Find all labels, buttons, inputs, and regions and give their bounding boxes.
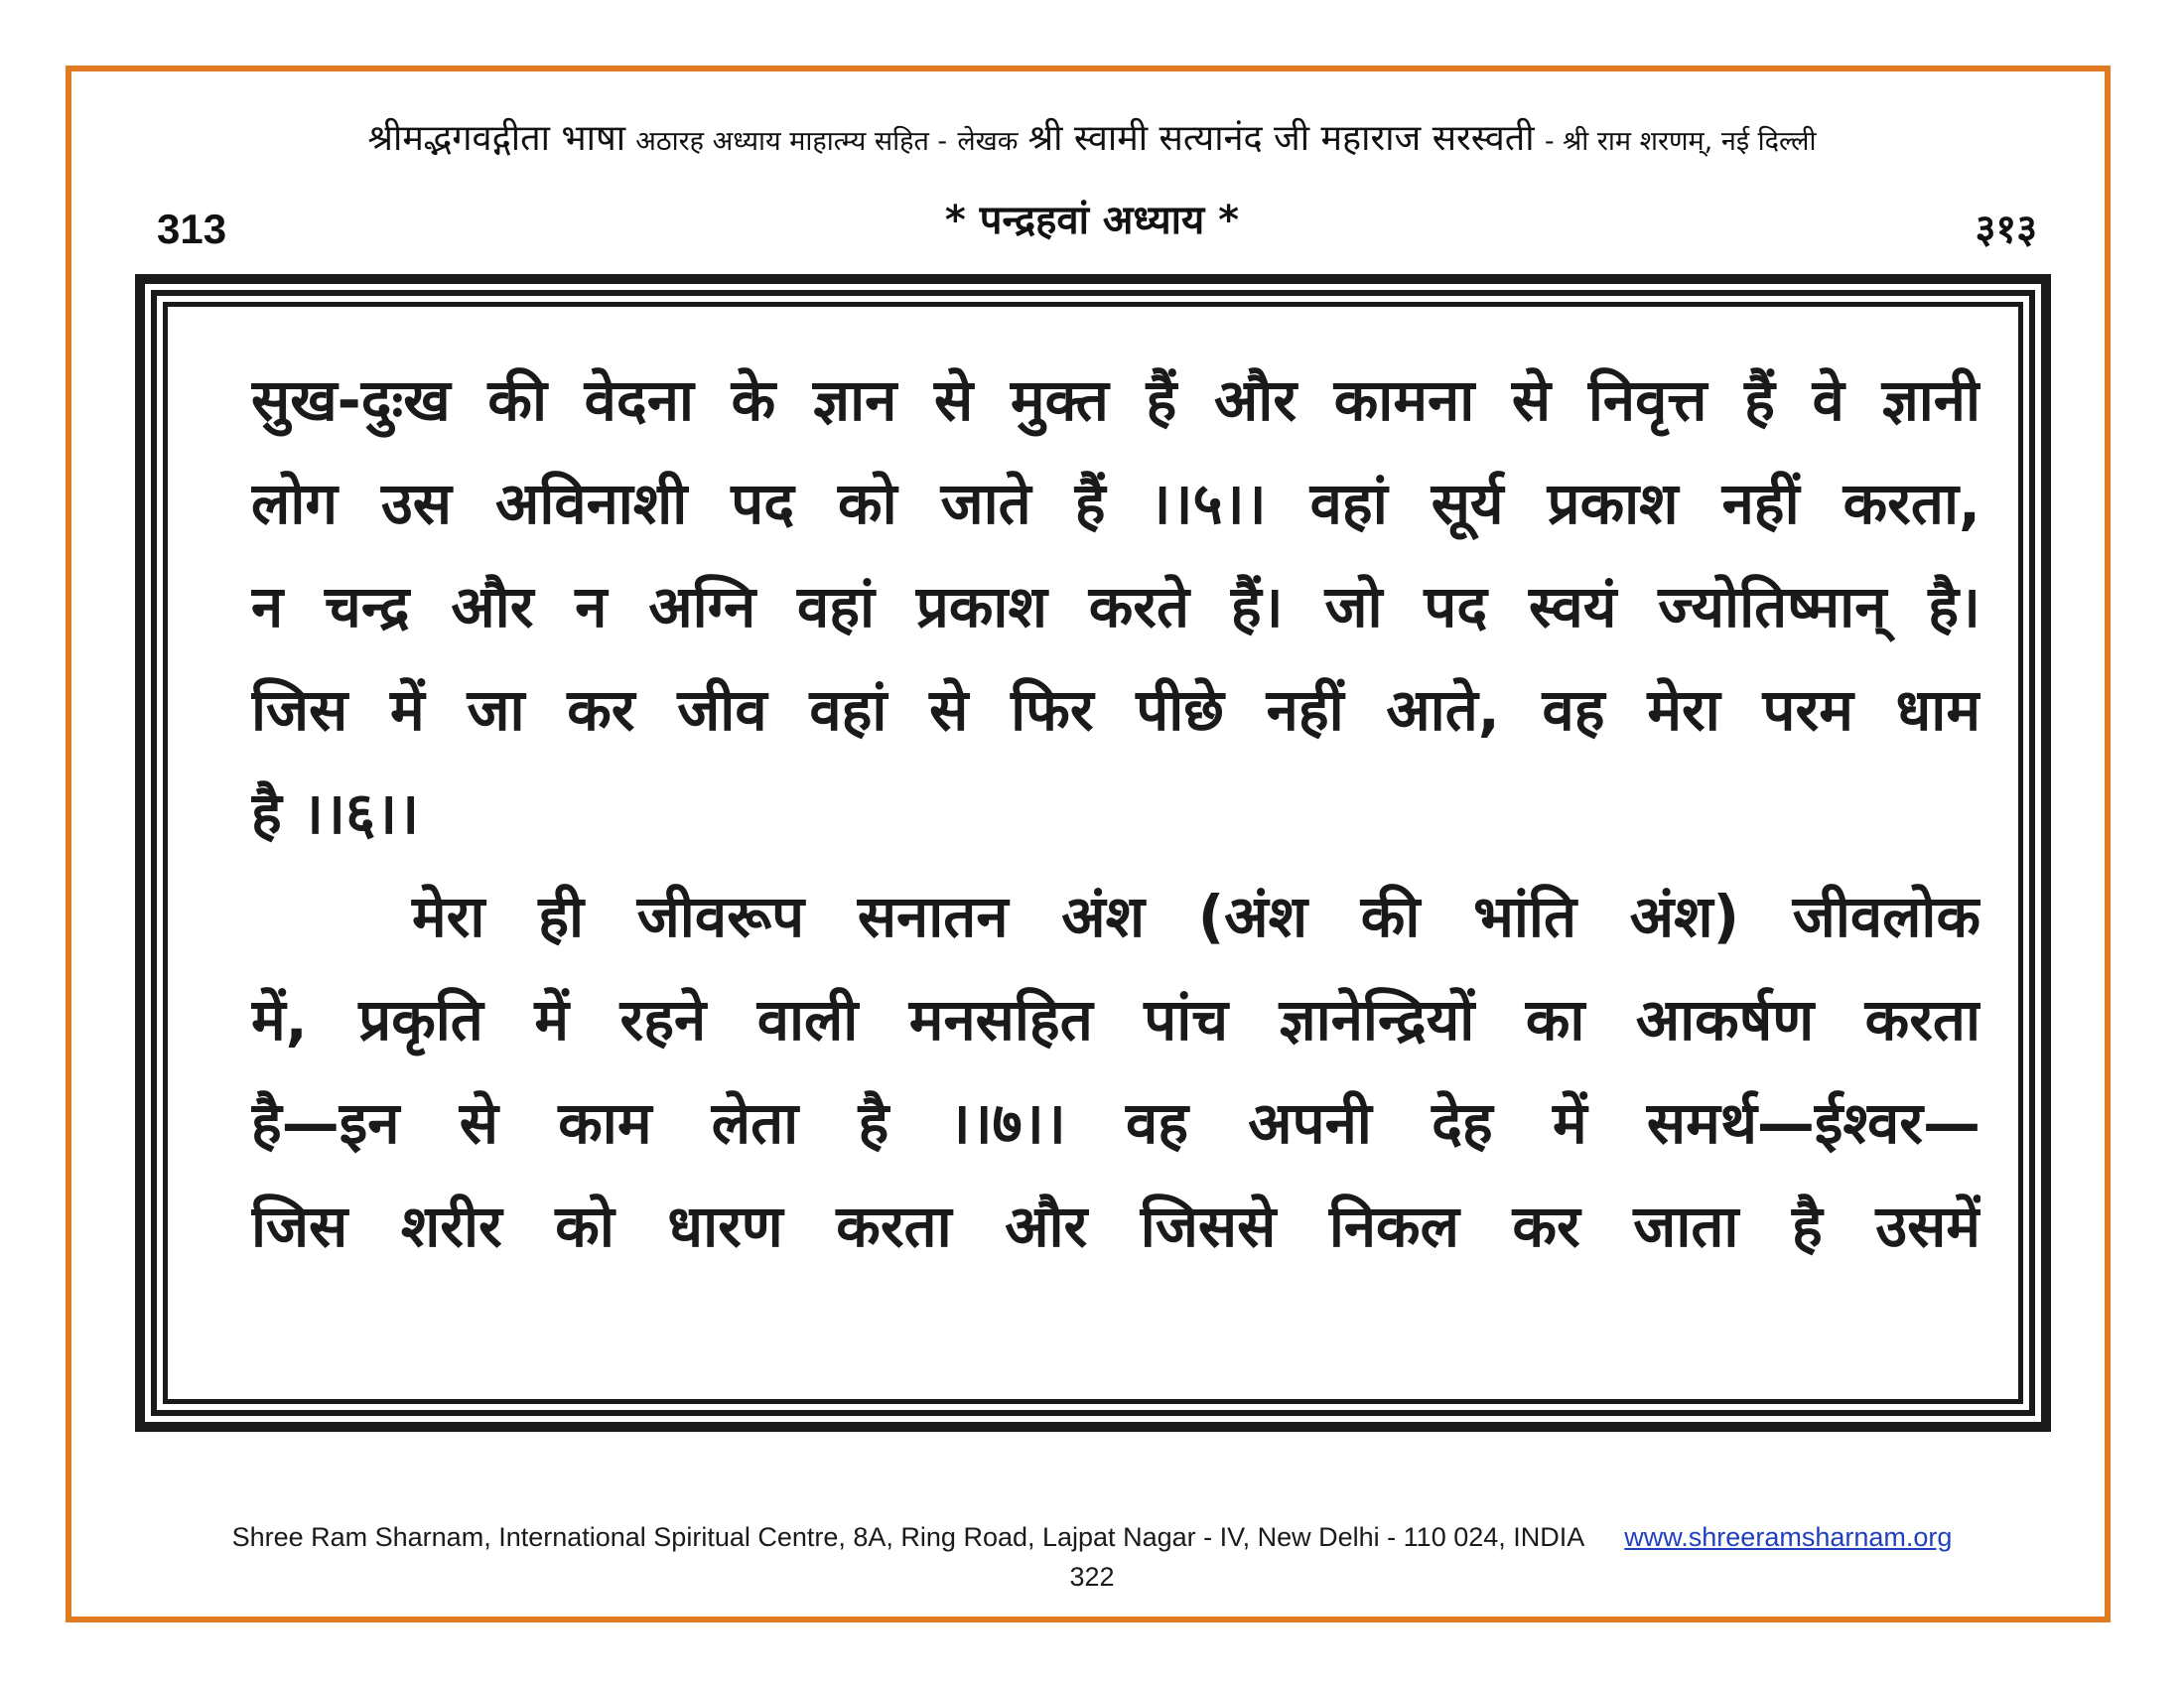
verse-line: है—इन से काम लेता है ।।७।। वह अपनी देह में समर्थ—ईश्वर— <box>251 1089 1980 1157</box>
chapter-title: * पन्द्रहवां अध्याय * <box>944 198 1240 243</box>
verse-text-block <box>251 349 1980 1278</box>
website-link[interactable]: www.shreeramsharnam.org <box>1624 1522 1953 1552</box>
verse-line: लोग उस अविनाशी पद को जाते हैं ।।५।। वहां सूर्य प्रकाश नहीं करता, <box>251 470 1980 537</box>
verse-frame-inner <box>163 302 2023 1404</box>
running-header <box>99 117 2085 164</box>
verse-line: जिस शरीर को धारण करता और जिससे निकल कर जाता है उसमें <box>251 1193 1980 1260</box>
footer-page-number: 322 <box>1069 1562 1115 1592</box>
author-prefix: लेखक <box>957 126 1019 157</box>
publisher: - श्री राम शरणम्, नई दिल्ली <box>1544 126 1817 157</box>
verse-line: जिस में जा कर जीव वहां से फिर पीछे नहीं आते, वह मेरा परम धाम <box>251 676 1980 744</box>
book-subtitle: अठारह अध्याय माहात्म्य सहित - <box>635 126 948 157</box>
page-number-latin: 313 <box>157 206 227 252</box>
footer-address: Shree Ram Sharnam, International Spiritual Centre, 8A, Ring Road, Lajpat Nagar - IV, New Delhi - 110 024, INDIA <box>231 1522 1585 1552</box>
page-number-devanagari: ३१३ <box>1975 207 2037 252</box>
verse-frame <box>135 274 2051 1432</box>
verse-line: सुख-दुःख की वेदना के ज्ञान से मुक्त हैं और कामना से निवृत्त हैं वे ज्ञानी <box>251 366 1980 434</box>
verse-frame-middle <box>151 290 2035 1416</box>
author-name: श्री स्वामी सत्यानंद जी महाराज सरस्वती <box>1027 118 1535 159</box>
verse-line: मेरा ही जीवरूप सनातन अंश (अंश की भांति अंश) जीवलोक <box>412 883 1980 950</box>
verse-line: में, प्रकृति में रहने वाली मनसहित पांच ज्ञानेन्द्रियों का आकर्षण करता <box>251 986 1980 1054</box>
book-title: श्रीमद्भगवद्गीता भाषा <box>367 118 626 159</box>
verse-line: है ।।६।। <box>251 779 420 847</box>
verse-line: न चन्द्र और न अग्नि वहां प्रकाश करते हैं। जो पद स्वयं ज्योतिष्मान् है। <box>251 573 1980 640</box>
footer <box>99 1519 2085 1555</box>
